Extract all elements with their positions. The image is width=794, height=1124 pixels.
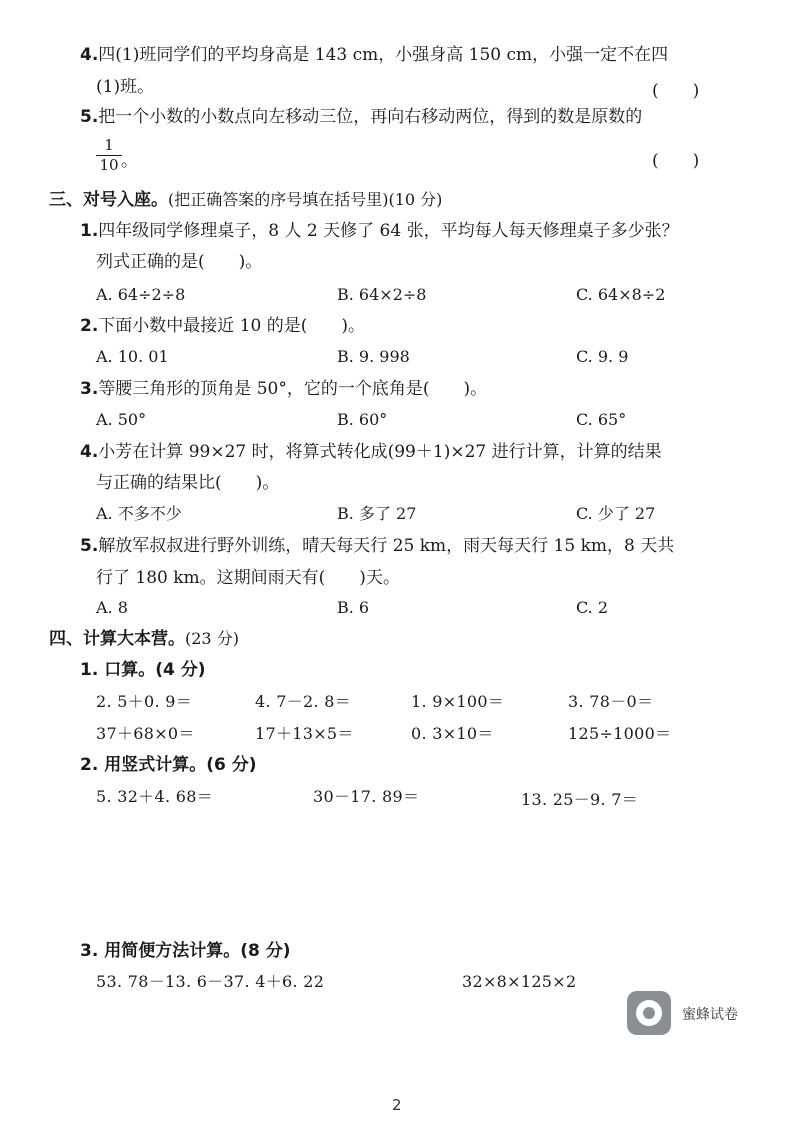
section4-note: (23 分) [185,629,239,648]
page-number: 2 [392,1096,402,1114]
judge-q4-line2: (1)班。 [96,77,155,97]
s3-q3-text: 等腰三角形的顶角是 50°，它的一个底角是( )。 [98,379,488,399]
s3-q5-text: 解放军叔叔进行野外训练，晴天每天行 25 km，雨天每天行 15 km，8 天共 [98,536,675,556]
bee-logo-icon [627,991,671,1035]
s3-q5-option-c[interactable]: C. 2 [576,598,609,617]
oral-calc-7[interactable]: 0. 3×10＝ [411,724,494,743]
section3-note: (把正确答案的序号填在括号里)(10 分) [168,190,443,209]
judge-q5-answer-paren[interactable]: ( ) [652,151,700,171]
s3-q1-option-a[interactable]: A. 64÷2÷8 [96,285,186,304]
section4-title [49,628,239,650]
s3-q4-option-b[interactable]: B. 多了 27 [337,504,417,523]
s3-q2-text: 下面小数中最接近 10 的是( )。 [98,316,366,336]
simplify-calc-1[interactable]: 53. 78－13. 6－37. 4＋6. 22 [96,972,325,991]
s3-q1-line2: 列式正确的是( )。 [96,252,263,272]
s3-q5-line1 [80,535,674,557]
s3-q2-option-b[interactable]: B. 9. 998 [337,347,410,366]
judge-q5-text: 把一个小数的小数点向左移动三位，再向右移动两位，得到的数是原数的 [98,107,643,127]
s3-q4-option-a[interactable]: A. 不多不少 [96,504,182,523]
oral-calc-5[interactable]: 37＋68×0＝ [96,724,195,743]
judge-q4-line1 [80,44,668,66]
s4-part3-label: 3. 用简便方法计算。(8 分) [80,941,291,961]
s3-q3-num: 3. [80,379,99,399]
s3-q1-line1 [80,220,679,242]
section4-heading: 四、计算大本营。 [49,629,185,649]
vertical-calc-1[interactable]: 5. 32＋4. 68＝ [96,787,214,806]
s3-q2-option-a[interactable]: A. 10. 01 [96,347,169,366]
s4-part2-label: 2. 用竖式计算。(6 分) [80,755,257,775]
oral-calc-2[interactable]: 4. 7－2. 8＝ [255,692,352,711]
s3-q4-text: 小芳在计算 99×27 时，将算式转化成(99＋1)×27 进行计算，计算的结果 [98,442,662,462]
s3-q4-option-c[interactable]: C. 少了 27 [576,504,656,523]
judge-q4-num: 4. [80,45,99,65]
section3-heading: 三、对号入座。 [49,190,168,210]
oral-calc-4[interactable]: 3. 78－0＝ [568,692,654,711]
s3-q1-option-c[interactable]: C. 64×8÷2 [576,285,666,304]
s3-q2-line1 [80,315,365,337]
judge-q4-answer-paren[interactable]: ( ) [652,81,700,101]
s3-q3-option-a[interactable]: A. 50° [96,410,147,429]
vertical-calc-3[interactable]: 13. 25－9. 7＝ [521,790,639,809]
s3-q1-num: 1. [80,221,99,241]
judge-q5-end: 。 [121,151,138,171]
s3-q4-line1 [80,441,662,463]
fraction-numerator: 1 [96,137,122,156]
simplify-calc-2[interactable]: 32×8×125×2 [462,972,577,991]
vertical-calc-2[interactable]: 30－17. 89＝ [313,787,420,806]
s3-q3-line1 [80,378,487,400]
fraction-one-tenth [96,137,122,174]
s3-q3-option-c[interactable]: C. 65° [576,410,627,429]
watermark-text: 蜜蜂试卷 [682,1007,738,1023]
s3-q2-option-c[interactable]: C. 9. 9 [576,347,629,366]
s3-q4-line2: 与正确的结果比( )。 [96,473,280,493]
s3-q1-option-b[interactable]: B. 64×2÷8 [337,285,427,304]
s3-q2-num: 2. [80,316,99,336]
s3-q4-num: 4. [80,442,99,462]
oral-calc-1[interactable]: 2. 5＋0. 9＝ [96,692,193,711]
fraction-denominator: 10 [99,156,119,174]
s4-part1-label: 1. 口算。(4 分) [80,660,206,680]
oral-calc-6[interactable]: 17＋13×5＝ [255,724,354,743]
judge-q4-text: 四(1)班同学们的平均身高是 143 cm，小强身高 150 cm，小强一定不在四 [98,45,669,65]
judge-q5-num: 5. [80,107,99,127]
oral-calc-3[interactable]: 1. 9×100＝ [411,692,505,711]
s3-q1-text: 四年级同学修理桌子，8 人 2 天修了 64 张，平均每人每天修理桌子多少张？ [98,221,679,241]
s3-q5-num: 5. [80,536,99,556]
s3-q5-option-a[interactable]: A. 8 [96,598,128,617]
s3-q5-option-b[interactable]: B. 6 [337,598,370,617]
section3-title [49,189,442,211]
judge-q5-line1 [80,106,642,128]
s3-q5-line2: 行了 180 km。这期间雨天有( )天。 [96,568,400,588]
oral-calc-8[interactable]: 125÷1000＝ [568,724,672,743]
s3-q3-option-b[interactable]: B. 60° [337,410,388,429]
